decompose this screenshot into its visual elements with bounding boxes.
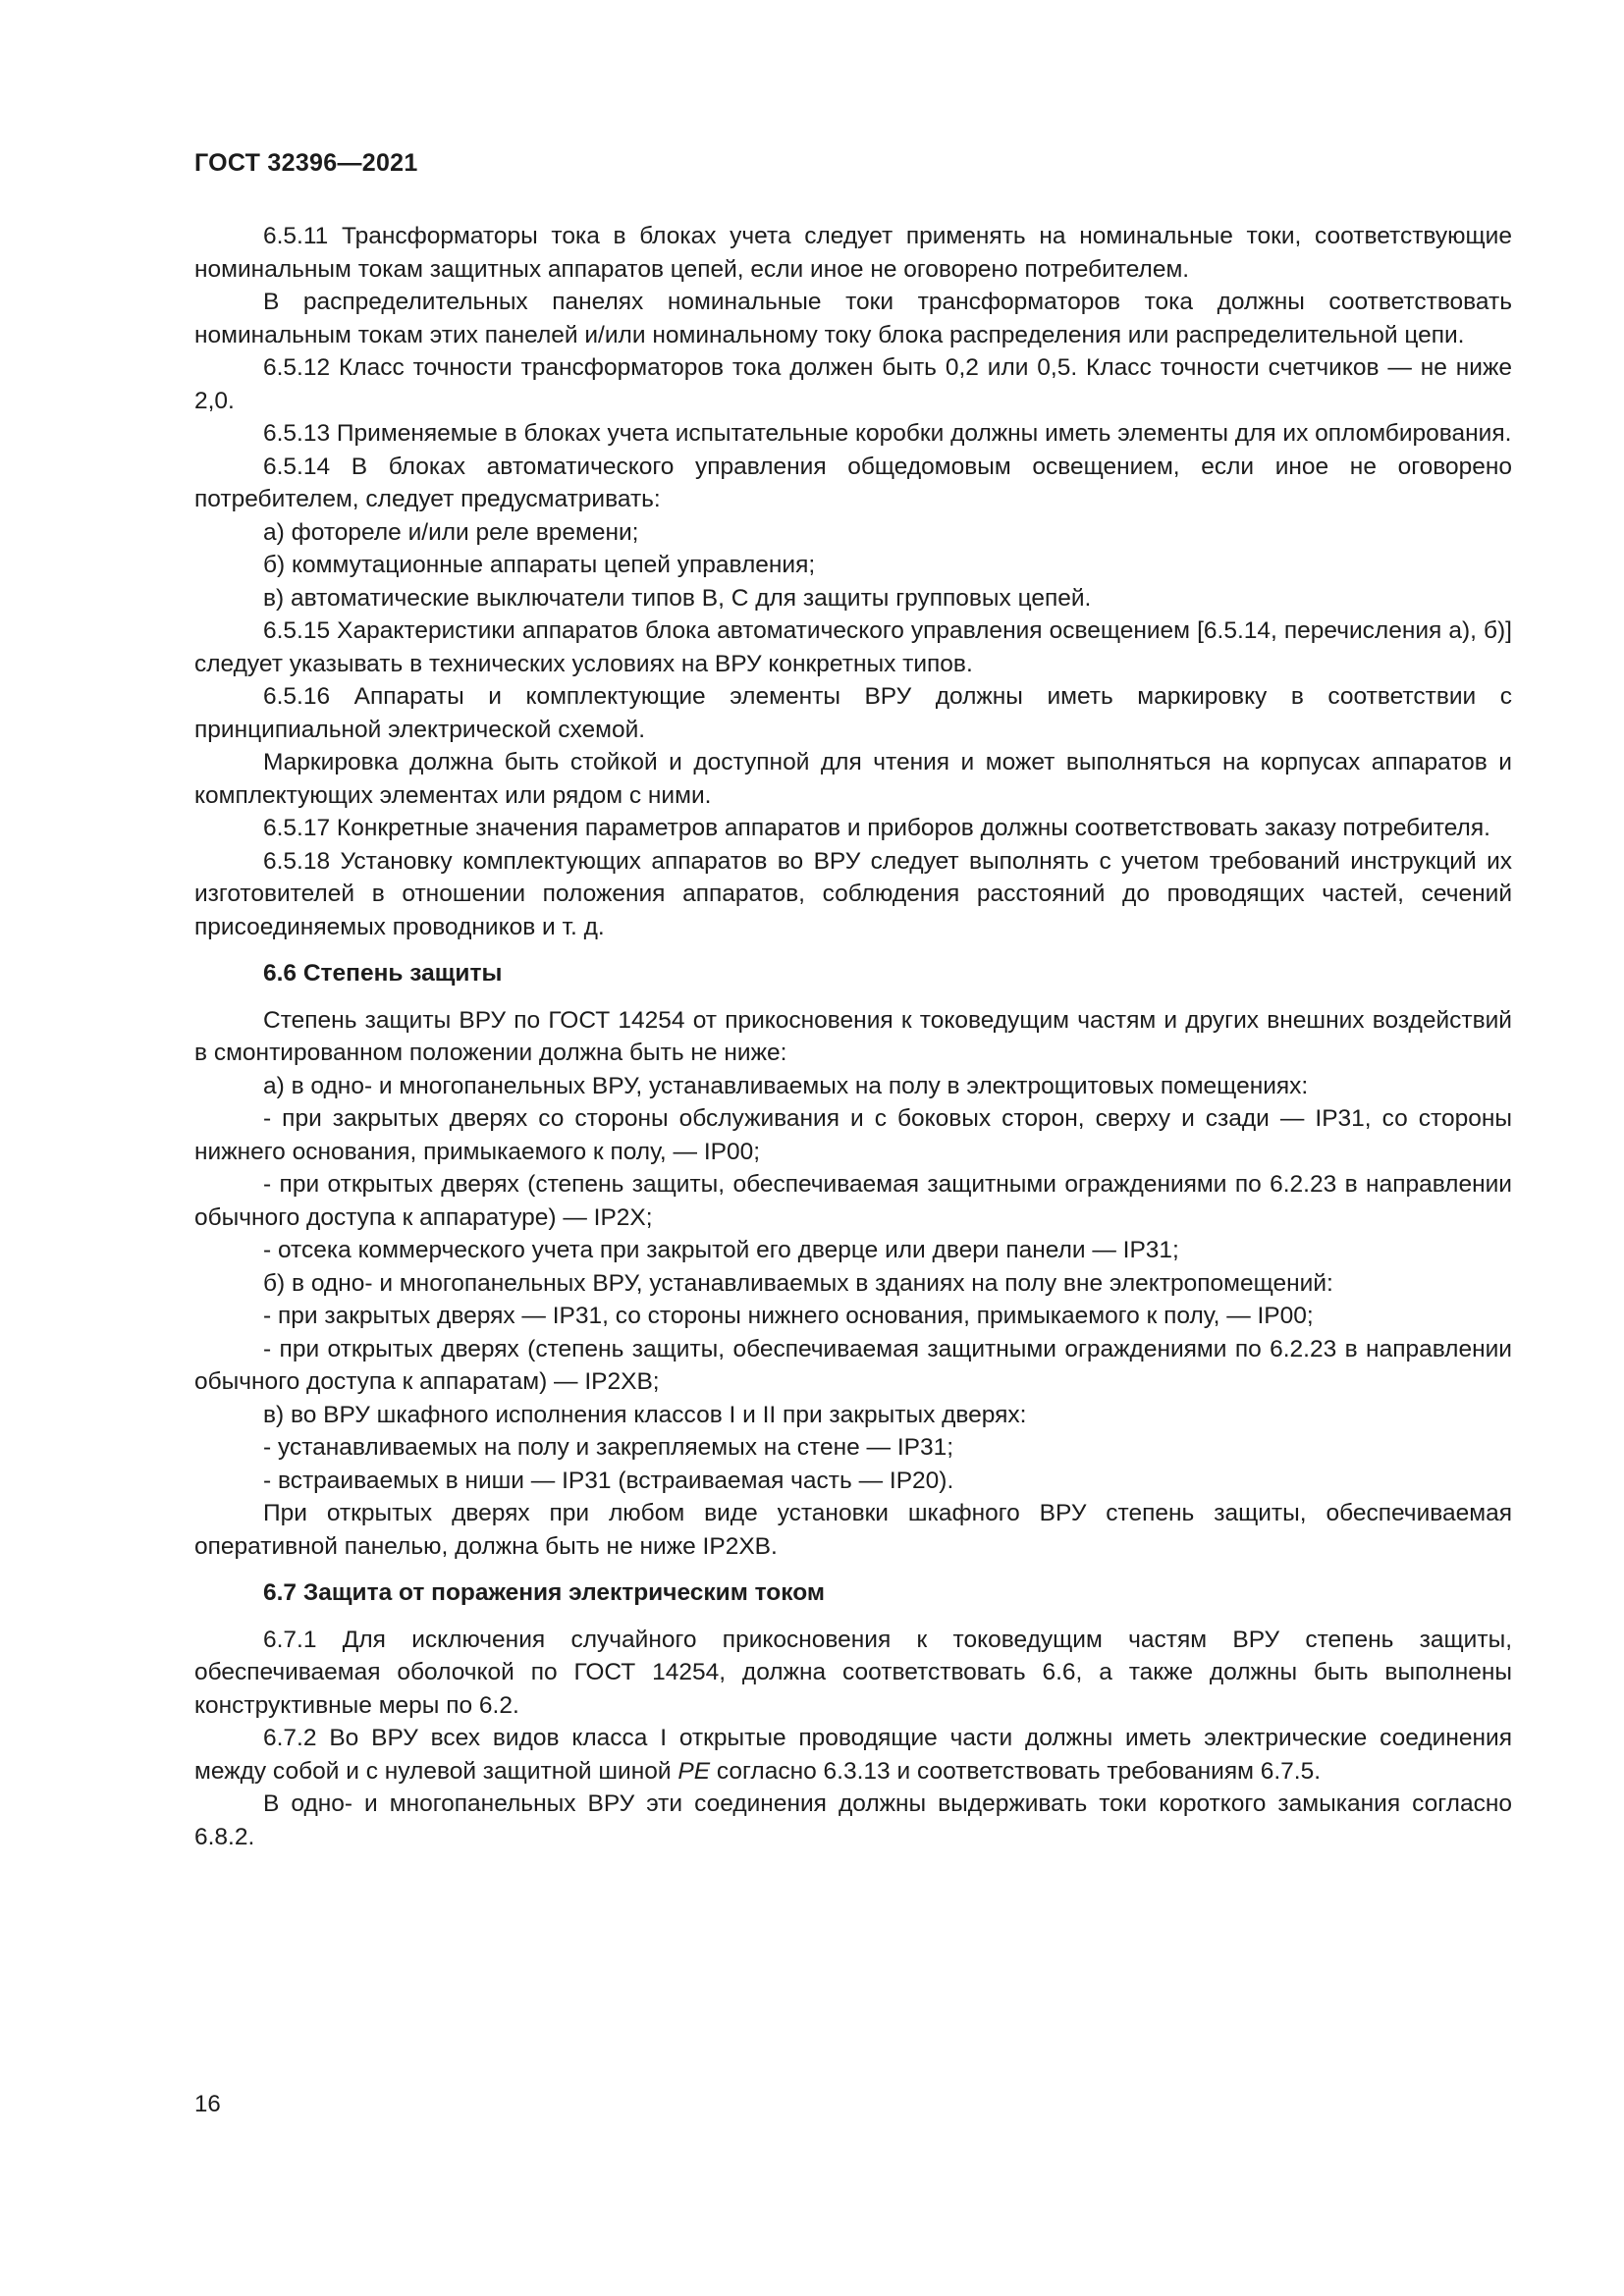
pe-bus-label: PE (677, 1757, 711, 1785)
document-code-header: ГОСТ 32396—2021 (194, 149, 418, 177)
page-body (194, 220, 1512, 1853)
paragraph: В одно- и многопанельных ВРУ эти соединения должны выдерживать токи короткого замыкания согласно 6.8.2. (194, 1790, 1512, 1850)
paragraph: При открытых дверях при любом виде установки шкафного ВРУ степень защиты, обеспечиваемая оперативной панелью, должна быть не ниже IP2XB. (194, 1500, 1512, 1560)
paragraph: 6.5.16 Аппараты и комплектующие элементы ВРУ должны иметь маркировку в соответствии с принципиальной электрической схемой. (194, 683, 1512, 743)
paragraph: 6.5.18 Установку комплектующих аппаратов во ВРУ следует выполнять с учетом требований инструкций их изготовителей в отношении положения аппаратов, соблюдения расстояний до проводящих частей, сечений присоединяемых проводников и т. д. (194, 847, 1512, 940)
list-item: а) в одно- и многопанельных ВРУ, устанавливаемых на полу в электрощитовых помещениях: (263, 1072, 1309, 1099)
list-item: - при закрытых дверях — IP31, со стороны нижнего основания, примыкаемого к полу, — IP00; (263, 1303, 1314, 1329)
paragraph: 6.5.14 В блоках автоматического управления общедомовым освещением, если иное не оговорено потребителем, следует предусматривать: (194, 453, 1512, 512)
page-number: 16 (194, 2091, 221, 2117)
paragraph: Маркировка должна быть стойкой и доступной для чтения и может выполняться на корпусах аппаратов и комплектующих элементах или рядом с ними. (194, 749, 1512, 809)
paragraph: 6.5.13 Применяемые в блоках учета испытательные коробки должны иметь элементы для их опломбирования. (263, 420, 1512, 447)
paragraph: 6.5.12 Класс точности трансформаторов тока должен быть 0,2 или 0,5. Класс точности счетчиков — не ниже 2,0. (194, 354, 1512, 414)
paragraph: 6.5.11 Трансформаторы тока в блоках учета следует применять на номинальные токи, соответствующие номинальным токам защитных аппаратов цепей, если иное не оговорено потребителем. (194, 223, 1512, 283)
paragraph: 6.7.1 Для исключения случайного прикосновения к токоведущим частям ВРУ степень защиты, обеспечиваемая оболочкой по ГОСТ 14254, должна соответствовать 6.6, а также должны быть выполнены конструктивные меры по 6.2. (194, 1626, 1512, 1719)
section-heading: 6.6 Степень защиты (263, 960, 503, 987)
paragraph-text-tail: согласно 6.3.13 и соответствовать требованиям 6.7.5. (710, 1757, 1322, 1785)
paragraph: Степень защиты ВРУ по ГОСТ 14254 от прикосновения к токоведущим частям и других внешних воздействий в смонтированном положении должна быть не ниже: (194, 1006, 1512, 1066)
list-item: - встраиваемых в ниши — IP31 (встраиваемая часть — IP20). (263, 1467, 954, 1494)
paragraph: 6.5.15 Характеристики аппаратов блока автоматического управления освещением [6.5.14, перечисления а), б)] следует указывать в технических условиях на ВРУ конкретных типов. (194, 617, 1512, 677)
paragraph (194, 1722, 1512, 1788)
section-heading: 6.7 Защита от поражения электрическим током (263, 1579, 825, 1606)
list-item: - отсека коммерческого учета при закрытой его дверце или двери панели — IP31; (263, 1237, 1179, 1263)
list-item: б) в одно- и многопанельных ВРУ, устанавливаемых в зданиях на полу вне электропомещений: (263, 1269, 1333, 1297)
paragraph: 6.5.17 Конкретные значения параметров аппаратов и приборов должны соответствовать заказу потребителя. (263, 815, 1490, 841)
paragraph: В распределительных панелях номинальные токи трансформаторов тока должны соответствовать номинальным токам этих панелей и/или номинальному току блока распределения или распределительной цепи. (194, 289, 1512, 348)
list-item: б) коммутационные аппараты цепей управления; (263, 552, 816, 578)
list-item: в) автоматические выключатели типов B, C для защиты групповых цепей. (263, 584, 1092, 612)
paragraph-text: 6.7.2 Во ВРУ всех видов класса I открытые проводящие части должны иметь электрические соединения между собой и с нулевой защитной шиной (194, 1725, 1512, 1785)
list-item: в) во ВРУ шкафного исполнения классов I и II при закрытых дверях: (263, 1401, 1027, 1428)
list-item: - устанавливаемых на полу и закрепляемых на стене — IP31; (263, 1434, 954, 1461)
list-item: - при открытых дверях (степень защиты, обеспечиваемая защитными ограждениями по 6.2.23 в направлении обычного доступа к аппаратам) — IP2XB; (194, 1335, 1512, 1395)
list-item: а) фотореле и/или реле времени; (263, 518, 639, 546)
list-item: - при закрытых дверях со стороны обслуживания и с боковых сторон, сверху и сзади — IP31, со стороны нижнего основания, примыкаемого к полу, — IP00; (194, 1105, 1512, 1165)
list-item: - при открытых дверях (степень защиты, обеспечиваемая защитными ограждениями по 6.2.23 в направлении обычного доступа к аппаратуре) — IP2X; (194, 1171, 1512, 1231)
